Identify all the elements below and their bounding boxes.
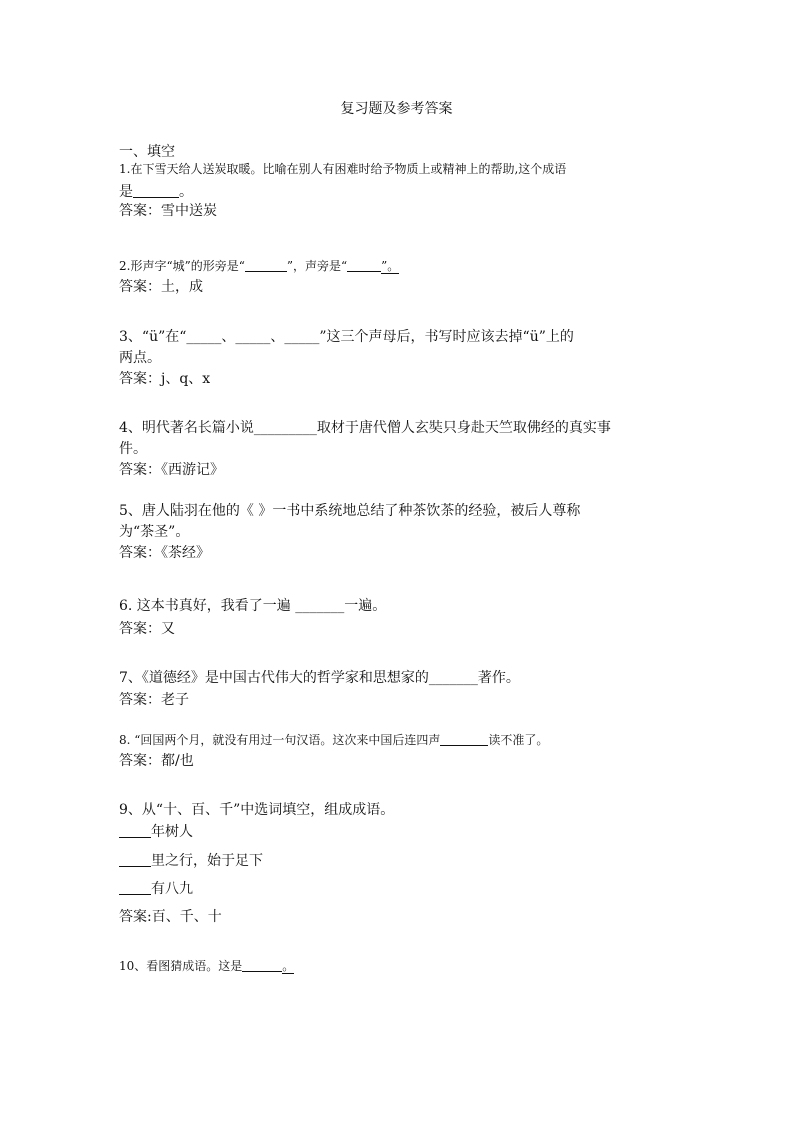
q4-text-1: 4、明代著名长篇小说_________取材于唐代僧人玄奘只身赴天竺取佛经的真实事 <box>119 420 611 436</box>
q8-blank <box>440 733 488 746</box>
q4-answer: 答案：《西游记》 <box>119 462 224 478</box>
q9-item-3-text: 有八九 <box>151 881 193 897</box>
q2-pre: 2.形声字“城”的形旁是“ <box>119 259 245 273</box>
q8-answer: 答案：都/也 <box>119 753 194 769</box>
q4-text-2: 件。 <box>119 441 147 457</box>
q7-text: 7、《道德经》是中国古代伟大的哲学家和思想家的_______著作。 <box>119 670 520 686</box>
section-heading: 一、填空 <box>119 144 175 160</box>
q1-text: 1.在下雪天给人送炭取暖。比喻在别人有困难时给予物质上或精神上的帮助,这个成语 <box>119 162 567 176</box>
q9-item-1-text: 年树人 <box>151 824 193 840</box>
q9-item-2-text: 里之行，始于足下 <box>151 853 263 869</box>
q1-blank <box>133 183 179 198</box>
page-title: 复习题及参考答案 <box>340 101 453 117</box>
q9-text: 9、从“十、百、千”中选词填空，组成成语。 <box>119 802 395 818</box>
q9-blank-1 <box>119 823 151 838</box>
q8-text <box>119 731 548 748</box>
q9-blank-3 <box>119 880 151 895</box>
q3-text-2: 两点。 <box>119 350 161 366</box>
q8-pre: 8. “回国两个月，就没有用过一句汉语。这次来中国后连四声 <box>119 733 441 747</box>
q8-post: 读不准了。 <box>488 733 549 747</box>
q1-answer: 答案：雪中送炭 <box>119 203 217 219</box>
q6-text: 6. 这本书真好，我看了一遍 _______一遍。 <box>119 598 387 614</box>
q3-text-1: 3、“ü”在“_____、_____、_____”这三个声母后，书写时应该去掉“ü”上的 <box>119 329 574 345</box>
q1-pre: 是 <box>119 184 133 200</box>
q1-post: 。 <box>179 184 193 200</box>
q2-answer: 答案：土，成 <box>119 279 203 295</box>
q2-blank-1 <box>245 259 287 272</box>
q6-answer: 答案：又 <box>119 621 175 637</box>
q2-post: ”。 <box>381 259 400 273</box>
q5-text-2: 为“茶圣”。 <box>119 524 190 540</box>
q10-pre: 10、看图猜成语。这是 <box>119 959 243 973</box>
q1-blank-line <box>119 181 193 201</box>
q9-blank-2 <box>119 852 151 867</box>
q2-blank-2 <box>347 259 381 272</box>
q10-text <box>119 957 294 974</box>
q5-answer: 答案：《茶经》 <box>119 545 210 561</box>
q3-answer: 答案：j、q、x <box>119 371 211 387</box>
q7-answer: 答案：老子 <box>119 692 189 708</box>
q2-text <box>119 257 399 274</box>
q9-item-2 <box>119 850 263 870</box>
q9-item-1 <box>119 821 193 841</box>
q5-text-1: 5、唐人陆羽在他的《 》一书中系统地总结了种茶饮茶的经验，被后人尊称 <box>119 503 581 519</box>
q9-item-3 <box>119 878 193 898</box>
q10-blank <box>242 959 282 972</box>
q10-post: 。 <box>282 959 295 973</box>
q9-answer: 答案:百、千、十 <box>119 909 222 925</box>
q2-mid: ”，声旁是“ <box>286 259 348 273</box>
